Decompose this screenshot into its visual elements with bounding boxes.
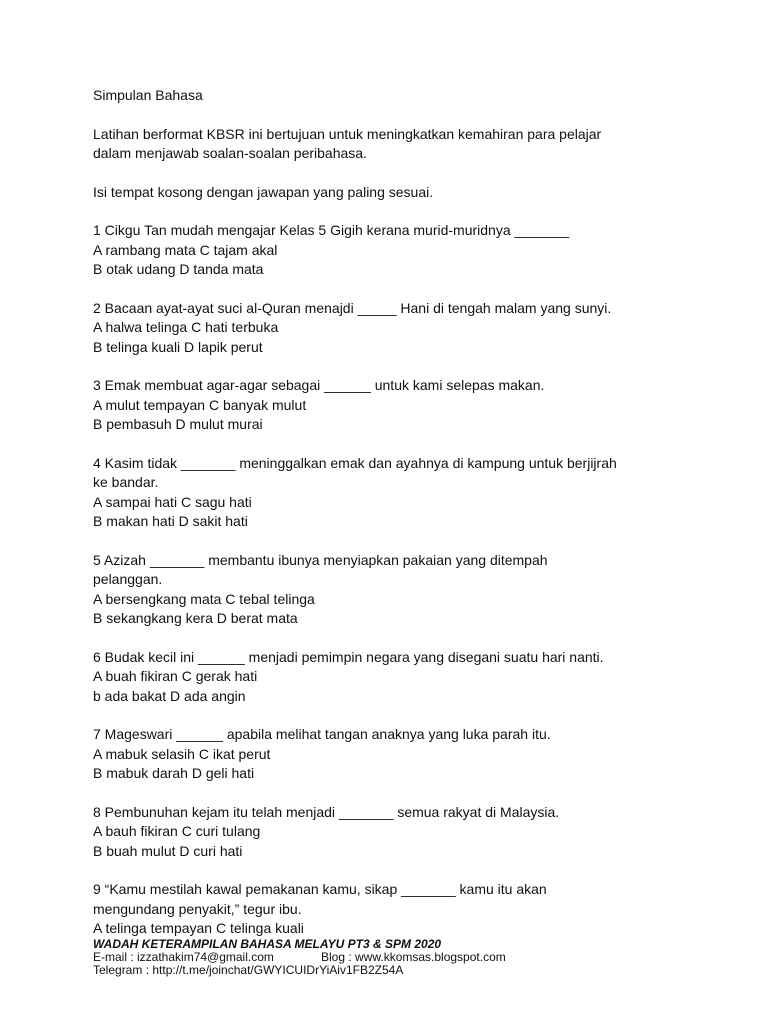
answer-options: A mabuk selasih C ikat perut bbox=[93, 745, 271, 762]
answer-options: B makan hati D sakit hati bbox=[93, 513, 248, 529]
question-text: mengundang penyakit,” tegur ibu. bbox=[93, 900, 302, 917]
answer-options: B mabuk darah D geli hati bbox=[93, 765, 255, 781]
footer-title: WADAH KETERAMPILAN BAHASA MELAYU PT3 & SPM 2020 bbox=[93, 937, 442, 951]
spacer bbox=[93, 435, 693, 454]
question-block bbox=[93, 221, 693, 280]
intro-line-2: dalam menjawab soalan-soalan peribahasa. bbox=[93, 145, 367, 161]
answer-options: B telinga kuali D lapik perut bbox=[93, 338, 263, 355]
spacer bbox=[93, 280, 693, 299]
answer-options: A mulut tempayan C banyak mulut bbox=[93, 396, 307, 413]
document-title: Simpulan Bahasa bbox=[93, 87, 203, 103]
question-block bbox=[93, 803, 693, 862]
spacer bbox=[93, 784, 693, 803]
question-block bbox=[93, 648, 693, 707]
answer-options: A buah fikiran C gerak hati bbox=[93, 668, 258, 684]
document-page bbox=[93, 86, 693, 939]
question-list bbox=[93, 221, 693, 939]
spacer bbox=[93, 861, 693, 880]
answer-options: B buah mulut D curi hati bbox=[93, 842, 243, 859]
instruction-text: Isi tempat kosong dengan jawapan yang paling sesuai. bbox=[93, 183, 434, 200]
question-text: 9 “Kamu mestilah kawal pemakanan kamu, sikap _______ kamu itu akan bbox=[93, 881, 547, 897]
question-text: 1 Cikgu Tan mudah mengajar Kelas 5 Gigih kerana murid-muridnya _______ bbox=[93, 222, 570, 238]
question-block bbox=[93, 376, 693, 435]
question-block bbox=[93, 725, 693, 784]
answer-options: B sekangkang kera D berat mata bbox=[93, 610, 298, 626]
spacer bbox=[93, 202, 693, 221]
answer-options: A sampai hati C sagu hati bbox=[93, 493, 252, 510]
question-text: 4 Kasim tidak _______ meninggalkan emak dan ayahnya di kampung untuk berjijrah bbox=[93, 454, 617, 471]
question-block bbox=[93, 880, 693, 939]
answer-options: B pembasuh D mulut murai bbox=[93, 416, 263, 432]
answer-options: A rambang mata C tajam akal bbox=[93, 241, 278, 258]
question-text: 6 Budak kecil ini ______ menjadi pemimpin negara yang disegani suatu hari nanti. bbox=[93, 648, 604, 665]
answer-options: A bauh fikiran C curi tulang bbox=[93, 823, 261, 839]
footer-email: E-mail : izzathakim74@gmail.com bbox=[93, 950, 274, 964]
question-block bbox=[93, 299, 693, 358]
spacer bbox=[93, 706, 693, 725]
question-text: pelanggan. bbox=[93, 571, 163, 587]
question-block bbox=[93, 454, 693, 532]
question-text: ke bandar. bbox=[93, 474, 159, 490]
answer-options: A telinga tempayan C telinga kuali bbox=[93, 920, 304, 936]
answer-options: B otak udang D tanda mata bbox=[93, 261, 264, 277]
footer-blog: Blog : www.kkomsas.blogspot.com bbox=[321, 950, 506, 964]
spacer bbox=[93, 357, 693, 376]
spacer bbox=[93, 106, 693, 125]
question-text: 8 Pembunuhan kejam itu telah menjadi _______ semua rakyat di Malaysia. bbox=[93, 803, 560, 820]
question-text: 2 Bacaan ayat-ayat suci al-Quran menajdi _____ Hani di tengah malam yang sunyi. bbox=[93, 299, 612, 316]
spacer bbox=[93, 629, 693, 648]
question-text: 5 Azizah _______ membantu ibunya menyiapkan pakaian yang ditempah bbox=[93, 551, 548, 568]
intro-line-1: Latihan berformat KBSR ini bertujuan untuk meningkatkan kemahiran para pelajar bbox=[93, 125, 602, 142]
footer-telegram: Telegram : http://t.me/joinchat/GWYICUIDrYiAiv1FB2Z54A bbox=[93, 963, 404, 977]
question-block bbox=[93, 551, 693, 629]
spacer bbox=[93, 532, 693, 551]
footer bbox=[93, 937, 733, 977]
question-text: 7 Mageswari ______ apabila melihat tangan anaknya yang luka parah itu. bbox=[93, 726, 551, 742]
answer-options: A halwa telinga C hati terbuka bbox=[93, 319, 279, 335]
question-text: 3 Emak membuat agar-agar sebagai ______ untuk kami selepas makan. bbox=[93, 377, 545, 393]
answer-options: b ada bakat D ada angin bbox=[93, 687, 246, 704]
answer-options: A bersengkang mata C tebal telinga bbox=[93, 590, 315, 607]
spacer bbox=[93, 164, 693, 183]
